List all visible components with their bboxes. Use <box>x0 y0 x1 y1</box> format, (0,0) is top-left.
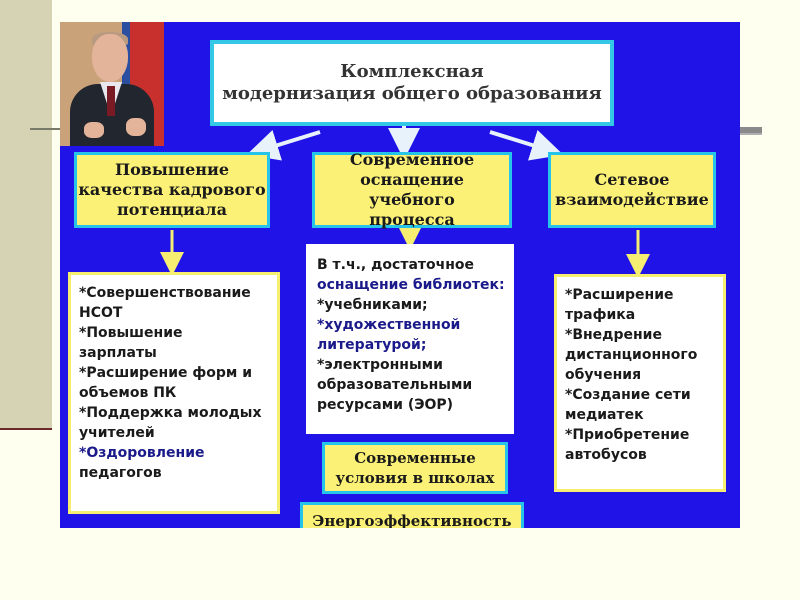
decorative-line-right-thin <box>740 133 762 135</box>
arrow-to-left-header <box>262 132 320 150</box>
main-title-line2: модернизация общего образования <box>222 83 602 104</box>
main-title-box <box>210 40 614 126</box>
header-box-equipment: Современное оснащение учебного процесса <box>312 152 512 228</box>
side-divider <box>0 428 52 430</box>
header-box-staff: Повышение качества кадрового потенциала <box>74 152 270 228</box>
box-energy-efficiency: Энергоэффективность <box>300 502 524 528</box>
side-panel <box>0 0 52 428</box>
list-box-network: *Расширение трафика *Внедрение дистанционного обучения *Создание сети медиатек *Приобретение автобусов <box>554 274 726 492</box>
list-box-staff: *Совершенствование НСОТ *Повышение зарплаты *Расширение форм и объемов ПК *Поддержка молодых учителей *Оздоровление педагогов <box>68 272 280 514</box>
box-school-conditions: Современные условия в школах <box>322 442 508 494</box>
arrow-to-right-header <box>490 132 548 150</box>
list-box-equipment: В т.ч., достаточное оснащение библиотек: *учебниками; *художественной литературой; *электронными образовательными ресурсами (ЭОР) <box>306 244 514 434</box>
main-title-line1: Комплексная <box>340 61 484 82</box>
header-box-network: Сетевое взаимодействие <box>548 152 716 228</box>
diagram-slide <box>60 22 740 528</box>
